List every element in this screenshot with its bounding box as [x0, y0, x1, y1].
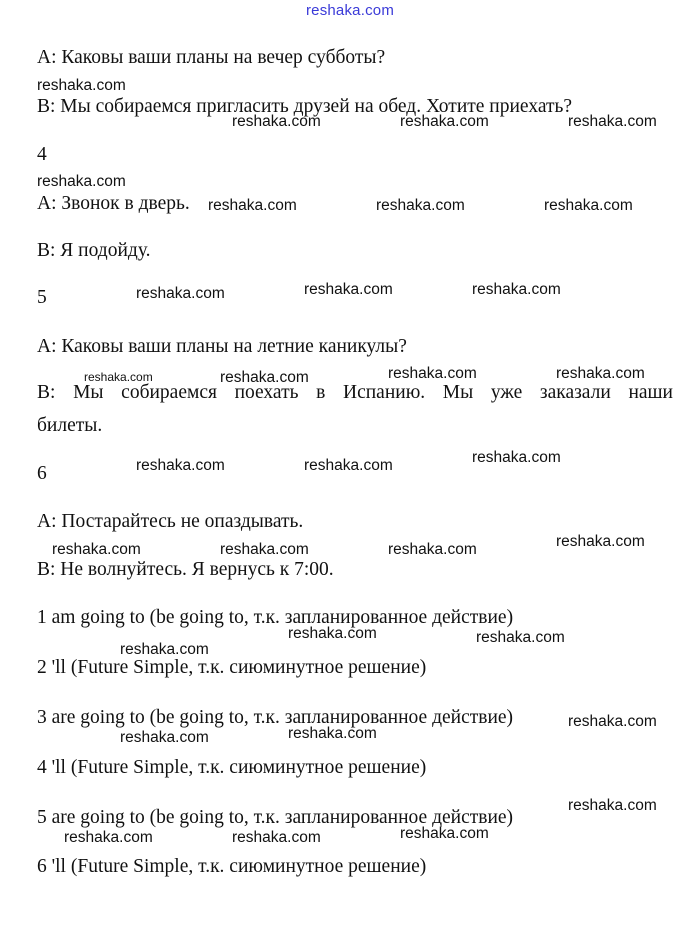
- watermark: reshaka.com: [64, 829, 153, 846]
- site-header[interactable]: reshaka.com: [305, 2, 395, 19]
- watermark: reshaka.com: [376, 197, 465, 214]
- watermark: reshaka.com: [52, 541, 141, 558]
- dialog-line-b-invite: B: Мы собираемся пригласить друзей на обед. Хотите приехать?: [37, 96, 573, 117]
- answer-4: 4 'll (Future Simple, т.к. сиюминутное решение): [37, 757, 427, 778]
- watermark: reshaka.com: [220, 369, 309, 386]
- dialog-line-a-saturday: A: Каковы ваши планы на вечер субботы?: [37, 47, 386, 68]
- watermark: reshaka.com: [556, 365, 645, 382]
- answer-6: 6 'll (Future Simple, т.к. сиюминутное решение): [37, 856, 427, 877]
- watermark: reshaka.com: [232, 829, 321, 846]
- watermark: reshaka.com: [388, 365, 477, 382]
- dialog-line-a-doorbell: A: Звонок в дверь.: [37, 193, 190, 214]
- watermark: reshaka.com: [568, 113, 657, 130]
- watermark: reshaka.com: [472, 281, 561, 298]
- watermark: reshaka.com: [220, 541, 309, 558]
- watermark: reshaka.com: [288, 725, 377, 742]
- watermark: reshaka.com: [37, 77, 126, 94]
- exercise-number-6: 6: [37, 463, 47, 484]
- dialog-line-b-return: B: Не волнуйтесь. Я вернусь к 7:00.: [37, 559, 334, 580]
- watermark: reshaka.com: [208, 197, 297, 214]
- watermark: reshaka.com: [136, 457, 225, 474]
- dialog-line-a-holidays: A: Каковы ваши планы на летние каникулы?: [37, 336, 407, 357]
- watermark: reshaka.com: [288, 625, 377, 642]
- watermark: reshaka.com: [120, 729, 209, 746]
- watermark: reshaka.com: [556, 533, 645, 550]
- answer-5: 5 are going to (be going to, т.к. запланированное действие): [37, 807, 514, 828]
- watermark: reshaka.com: [400, 113, 489, 130]
- watermark: reshaka.com: [476, 629, 565, 646]
- watermark: reshaka.com: [304, 281, 393, 298]
- watermark: reshaka.com: [568, 713, 657, 730]
- exercise-number-4: 4: [37, 144, 47, 165]
- answer-1: 1 am going to (be going to, т.к. запланированное действие): [37, 607, 514, 628]
- watermark: reshaka.com: [304, 457, 393, 474]
- dialog-line-b-spain: B: Мы собираемся поехать в Испанию. Мы уже заказали наши: [37, 382, 673, 403]
- watermark: reshaka.com: [37, 173, 126, 190]
- watermark: reshaka.com: [136, 285, 225, 302]
- watermark: reshaka.com: [232, 113, 321, 130]
- watermark: reshaka.com: [388, 541, 477, 558]
- watermark: reshaka.com: [84, 370, 153, 384]
- watermark: reshaka.com: [544, 197, 633, 214]
- exercise-number-5: 5: [37, 287, 47, 308]
- watermark: reshaka.com: [568, 797, 657, 814]
- watermark: reshaka.com: [472, 449, 561, 466]
- dialog-line-b-answer: B: Я подойду.: [37, 240, 151, 261]
- dialog-line-b-tickets: билеты.: [37, 415, 103, 436]
- answer-3: 3 are going to (be going to, т.к. запланированное действие): [37, 707, 514, 728]
- dialog-line-a-late: A: Постарайтесь не опаздывать.: [37, 511, 304, 532]
- watermark: reshaka.com: [400, 825, 489, 842]
- answer-2: 2 'll (Future Simple, т.к. сиюминутное решение): [37, 657, 427, 678]
- watermark: reshaka.com: [120, 641, 209, 658]
